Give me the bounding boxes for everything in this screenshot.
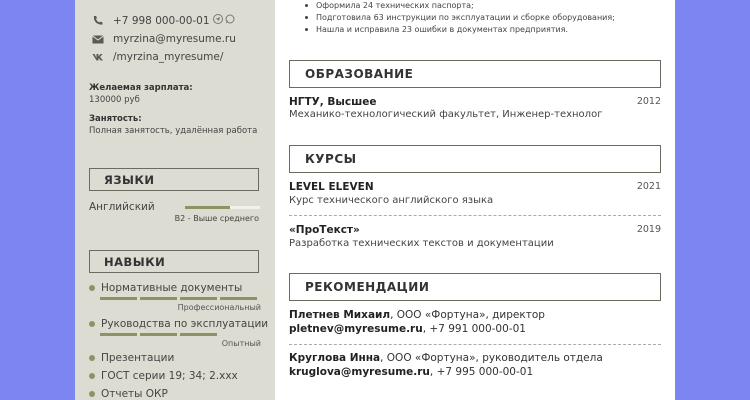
course-title: LEVEL ELEVEN — [289, 181, 374, 193]
bullet-dot — [89, 321, 95, 327]
divider — [289, 344, 661, 345]
employment-label: Занятость: — [89, 114, 142, 124]
recommendations-heading: РЕКОМЕНДАЦИИ — [289, 273, 661, 301]
contact-vk — [92, 51, 223, 63]
vk-icon — [92, 51, 104, 63]
recommendation-contact — [289, 323, 526, 335]
language-name: Английский — [89, 201, 155, 213]
education-title: НГТУ, Высшее — [289, 96, 377, 108]
skill-bar — [140, 297, 177, 300]
list-item-text: Нашла и исправила 23 ошибки в документах предприятия. — [316, 25, 569, 34]
skill-item — [89, 318, 268, 330]
recommender-name: Круглова Инна — [289, 352, 381, 364]
bullet-dot — [305, 4, 308, 7]
bullet-dot — [89, 373, 95, 379]
list-item-text: Подготовила 63 инструкции по эксплуатации и сборке оборудования; — [316, 13, 615, 22]
course-title: «ПроТекст» — [289, 224, 360, 236]
bullet-dot — [89, 355, 95, 361]
recommender-org: , ООО «Фортуна», руководитель отдела — [380, 352, 603, 364]
list-item — [305, 13, 615, 22]
recommender-phone: , +7 991 000-00-01 — [422, 323, 526, 335]
education-heading: ОБРАЗОВАНИЕ — [289, 60, 661, 88]
skill-bar — [100, 333, 137, 336]
recommendation-person — [289, 309, 545, 321]
recommendation-person — [289, 352, 603, 364]
skill-level-text: Опытный — [221, 339, 261, 348]
divider — [289, 215, 661, 216]
bullet-dot — [305, 28, 308, 31]
course-year: 2019 — [636, 224, 661, 235]
skill-item — [89, 388, 168, 400]
language-level-text: B2 - Выше среднего — [174, 214, 259, 223]
skill-item — [89, 370, 238, 382]
skill-bar — [220, 297, 257, 300]
bullet-dot — [89, 285, 95, 291]
skill-bar — [180, 333, 217, 336]
recommendation-contact — [289, 366, 533, 378]
education-year: 2012 — [636, 96, 661, 107]
skill-bar — [140, 333, 177, 336]
telegram-icon[interactable] — [213, 14, 223, 27]
resume-sidebar — [75, 0, 275, 400]
recommender-phone: , +7 995 000-00-01 — [429, 366, 534, 378]
resume-main — [275, 0, 675, 400]
skill-level-bars — [100, 297, 257, 300]
email-text[interactable]: myrzina@myresume.ru — [113, 33, 236, 45]
contact-email — [92, 33, 236, 45]
skill-name: ГОСТ серии 19; 34; 2.xxx — [101, 370, 238, 382]
resume-page — [75, 0, 675, 400]
list-item — [305, 1, 474, 10]
employment-value: Полная занятость, удалённая работа — [89, 126, 258, 136]
whatsapp-icon[interactable] — [225, 14, 235, 27]
mail-icon — [92, 33, 104, 45]
language-level-bar — [185, 206, 260, 209]
salary-value: 130000 руб — [89, 95, 140, 105]
recommender-email[interactable]: pletnev@myresume.ru — [289, 323, 423, 335]
skill-item — [89, 352, 174, 364]
skill-level-text: Профессиональный — [177, 303, 261, 312]
recommender-org: , ООО «Фортуна», директор — [390, 309, 545, 321]
skill-name: Презентации — [101, 352, 175, 364]
phone-icon — [92, 15, 104, 27]
skill-bar — [180, 297, 217, 300]
bullet-dot — [305, 16, 308, 19]
salary-label: Желаемая зарплата: — [89, 83, 193, 93]
language-level-fill — [185, 206, 230, 209]
bullet-dot — [89, 391, 95, 397]
recommender-name: Плетнев Михаил — [289, 309, 391, 321]
skill-item — [89, 282, 242, 294]
list-item-text: Оформила 24 технических паспорта; — [316, 1, 474, 10]
skill-name: Отчеты ОКР — [101, 388, 168, 400]
skill-bar — [100, 297, 137, 300]
course-subtitle: Разработка технических текстов и документации — [289, 238, 554, 249]
skill-level-bars — [100, 333, 217, 336]
vk-text[interactable]: /myrzina_myresume/ — [113, 51, 224, 63]
courses-heading: КУРСЫ — [289, 145, 661, 173]
phone-text[interactable]: +7 998 000-00-01 — [113, 14, 210, 27]
languages-heading: ЯЗЫКИ — [89, 168, 259, 191]
education-subtitle: Механико-технологический факультет, Инженер-технолог — [289, 109, 603, 120]
list-item — [305, 25, 568, 34]
contact-phone — [92, 14, 235, 27]
skills-heading: НАВЫКИ — [89, 250, 259, 273]
course-year: 2021 — [636, 181, 661, 192]
skill-name: Нормативные документы — [101, 282, 243, 294]
skill-name: Руководства по эксплуатации — [101, 318, 269, 330]
course-subtitle: Курс технического английского языка — [289, 195, 494, 206]
recommender-email[interactable]: kruglova@myresume.ru — [289, 366, 430, 378]
